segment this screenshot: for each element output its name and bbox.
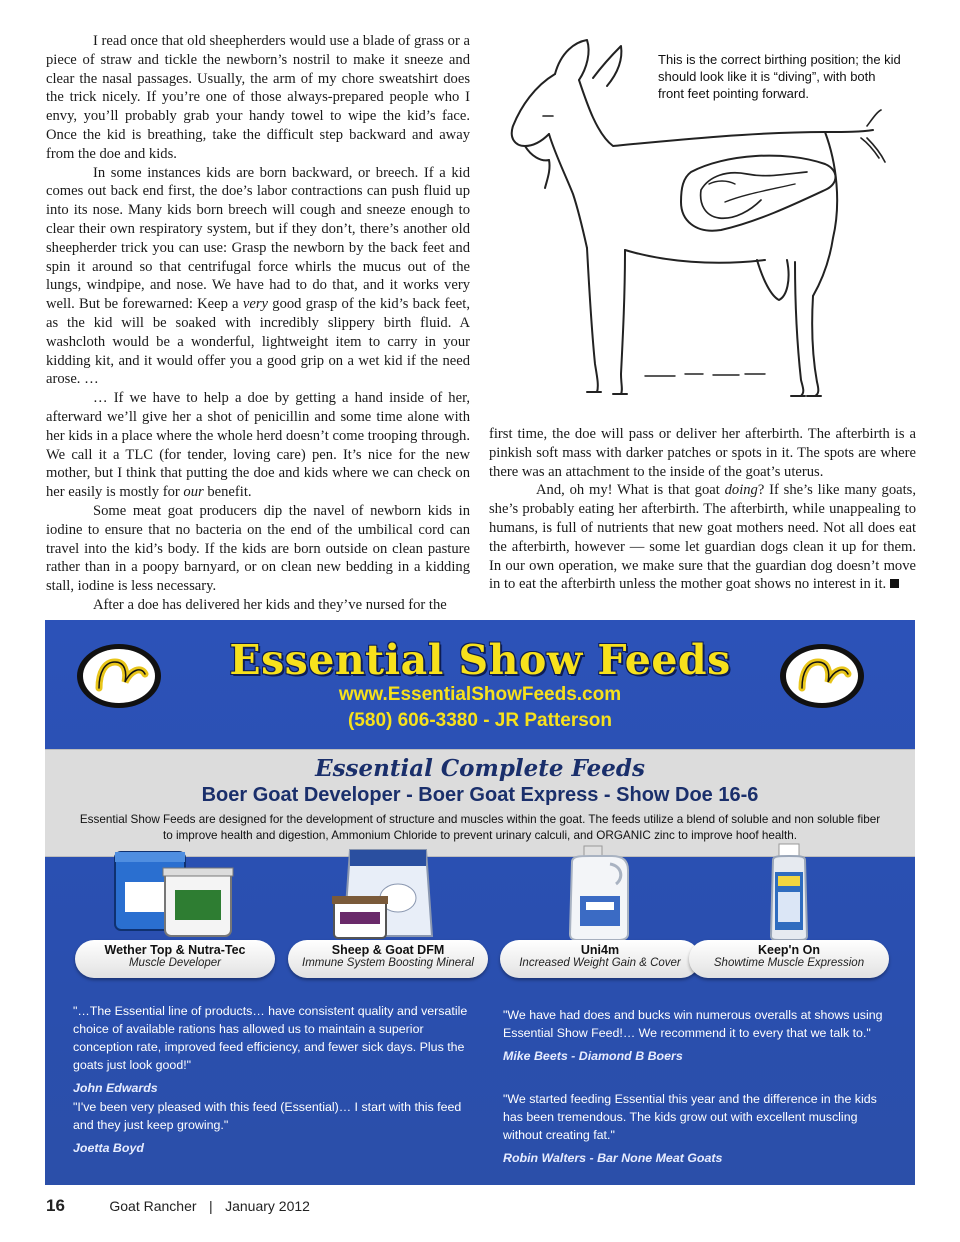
article-paragraph: And, oh my! What is that goat doing? If she’s like many goats, she’s probably eating her afterbirth. The afterbirth, while unappealing to humans, is full of nutrients that new goat mothers need. Not all does eat the afterbirth, however — some let guardian dogs clean it up for them. In our own operation, we make sure that the guardian dog doesn’t move in to eat the afterbirth unless the mother goat shows no interest in it. xyxy=(489,482,916,593)
supplement-jug-image xyxy=(500,842,700,942)
kid-inside xyxy=(701,172,807,218)
product-card xyxy=(689,842,889,982)
product-card xyxy=(288,842,488,982)
article-right-column xyxy=(489,425,916,594)
article-paragraph: Some meat goat producers dip the navel of newborn kids in iodine to ensure that no bacteria on the end of the umbilical cord can travel into the kid’s body. If the kids are born outside on clean pasture rather than in a poopy barnyard, or on clean new bedding in a kidding stall, iodine is less necessary. xyxy=(46,502,470,595)
product-label: Sheep & Goat DFM Immune System Boosting Mineral xyxy=(288,940,488,978)
product-label: Wether Top & Nutra-Tec Muscle Developer xyxy=(75,940,275,978)
issue-date: January 2012 xyxy=(225,1198,310,1214)
supplement-bottle-image xyxy=(689,842,889,942)
goat-ear xyxy=(593,46,621,86)
testimonial: "…The Essential line of products… have consistent quality and versatile choice of available rations has allowed us to maintain a superior conception rate, improved feed efficiency, and fewer sick days. Plus the goats just look good!" John Edwards xyxy=(73,1004,468,1095)
ad-phone-contact: (580) 606-3380 - JR Patterson xyxy=(347,710,612,731)
article-paragraph: … If we have to help a doe by getting a hand inside of her, afterward we’ll give her a shot of penicillin and some time alone with her kids in a place where the whole herd doesn’t come trooping through. We call it a TLC (for tender, loving care) pen. It’s nice for the new mother, but I think that putting the doe and kids where we can check on her easily is mostly for our benefit. xyxy=(46,390,470,501)
ad-title: Essential Show Feeds xyxy=(229,636,731,684)
page-number: 16 xyxy=(46,1196,65,1215)
ad-website-link[interactable]: www.EssentialShowFeeds.com xyxy=(338,684,622,705)
footer-separator: | xyxy=(209,1198,213,1214)
feed-bag-image xyxy=(288,842,488,942)
product-label: Keep'n On Showtime Muscle Expression xyxy=(689,940,889,978)
article-paragraph: In some instances kids are born backward, or breech. If a kid comes out back end first, the doe’s labor contractions can push fluid up into its nose. Many kids born breech will cough and sneeze enough to clear their own respiratory system, but if they don’t, there’s another old sheepherder trick you can use: Grasp the newborn by the back feet and spin it around so that centrifugal force whirls the mucus out of the lungs, windpipe, and nose. We have had to do that, and it works very well. But be forewarned: Keep a very good grasp of the kid’s back feet, as the kid will be soaked with incredibly slippery birth fluid. A washcloth would be a wonderful, lightweight item to carry in your kidding kit, and it would offer you a good grip on a wet kid if the need arose. … xyxy=(46,164,470,388)
ad-band-title: Essential Complete Feeds xyxy=(315,755,645,782)
figure-caption: This is the correct birthing position; the kid should look like it is “diving”, with both front feet pointing forward. xyxy=(658,52,901,101)
testimonial: "I've been very pleased with this feed (Essential)… I start with this feed and they just keep growing." Joetta Boyd xyxy=(73,1100,462,1155)
testimonial: "We have had does and bucks win numerous overalls at shows using Essential Show Feed!… We recommend it to every that we talk to." Mike Beets - Diamond B Boers xyxy=(503,1008,883,1063)
goat-front-leg xyxy=(587,248,598,392)
goat-udder xyxy=(757,260,789,300)
ad-feeds-band xyxy=(45,749,915,857)
goat-front-leg xyxy=(621,250,625,394)
page-footer xyxy=(46,1196,310,1216)
testimonial: "We started feeding Essential this year and the difference in the kids has been tremendous. The kids grow out with excellent muscling without creating fat." Robin Walters - Bar None Meat Goats xyxy=(503,1092,877,1165)
publication-name: Goat Rancher xyxy=(109,1198,197,1214)
product-card xyxy=(500,842,700,982)
article-left-column xyxy=(46,32,470,615)
goat-birthing-illustration xyxy=(495,34,915,404)
feed-bucket-image xyxy=(75,842,275,942)
goat-ear xyxy=(555,40,589,80)
article-paragraph: first time, the doe will pass or deliver her afterbirth. The afterbirth is a pinkish soft mass with darker patches or spots in it. The spots are where there was an attachment to the inside of the goat’s uterus. xyxy=(489,426,916,480)
product-label: Uni4m Increased Weight Gain & Cover xyxy=(500,940,700,978)
product-card xyxy=(75,842,275,982)
article-paragraph: I read once that old sheepherders would use a blade of grass or a piece of straw and tickle the newborn’s nostril to make it sneeze and clear the nasal passages. Usually, the arm of my chore sweatshirt does the trick nicely. If you’re one of those always-prepared people who I envy, you’ll probably grab your handy towel to wipe the kid’s face. Once the kid is breathing, take the difficult step backward and away from the doe and kids. xyxy=(46,33,470,162)
ad-band-products: Boer Goat Developer - Boer Goat Express - Show Doe 16-6 xyxy=(201,784,759,806)
uterus-outline xyxy=(681,156,836,231)
end-mark-icon xyxy=(890,579,899,588)
essential-show-feeds-ad xyxy=(45,620,915,1185)
ad-band-description: Essential Show Feeds are designed for the development of structure and muscles within the goat. The feeds utilize a blend of soluble and non soluble fiber to improve health and digestion, Ammonium Chloride to prevent urinary calculi, and ORGANIC zinc to improve hoof health. xyxy=(79,813,881,842)
goat-hind-leg xyxy=(812,296,818,396)
goat-hind-leg xyxy=(795,262,803,396)
article-paragraph: After a doe has delivered her kids and they’ve nursed for the xyxy=(93,596,447,613)
